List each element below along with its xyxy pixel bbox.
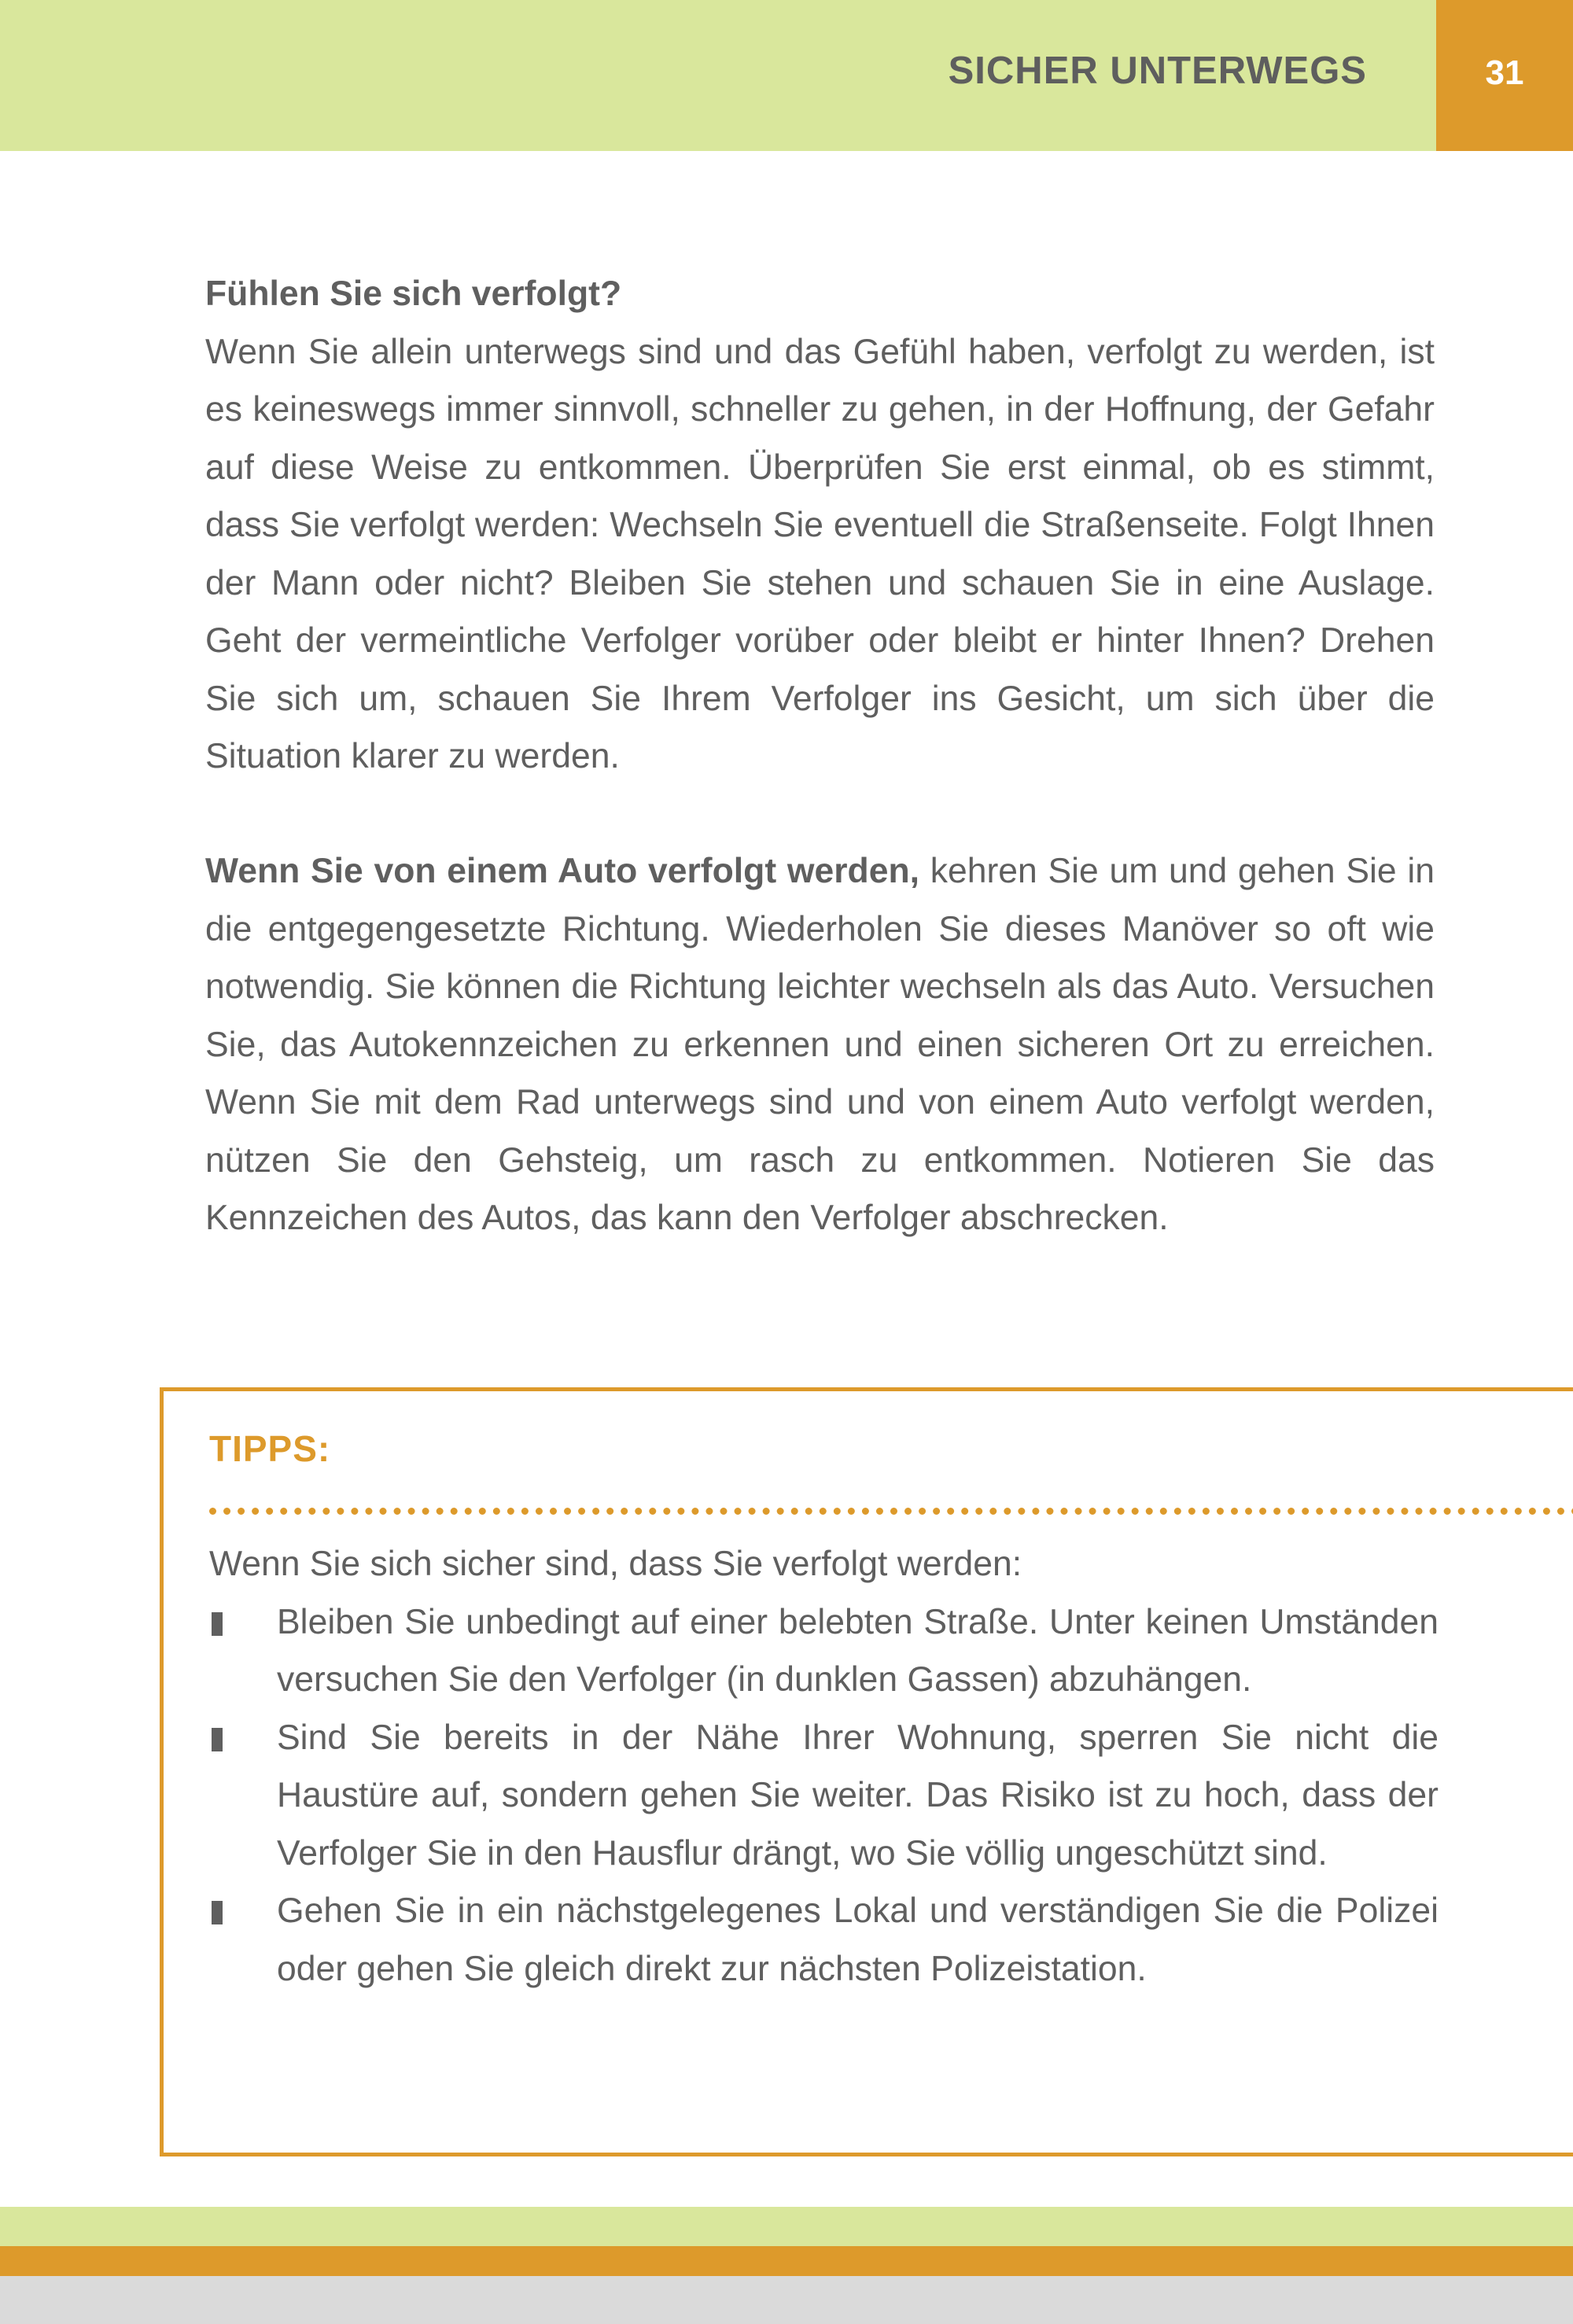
bullet-icon [212, 1728, 223, 1751]
tips-body [209, 1535, 1439, 1998]
list-item-text: Gehen Sie in ein nächstgelegenes Lokal und verständigen Sie die Polizei oder gehen Sie gleich direkt zur nächsten Polizeistation. [277, 1891, 1439, 1988]
tips-intro: Wenn Sie sich sicher sind, dass Sie verfolgt werden: [209, 1545, 1022, 1583]
section-2-lead: Wenn Sie von einem Auto verfolgt werden, [205, 852, 919, 890]
tips-list [209, 1593, 1439, 1998]
section-followed-by-car [205, 842, 1435, 1247]
list-item [209, 1882, 1439, 1998]
page-header [0, 0, 1573, 151]
section-title: SICHER UNTERWEGS [948, 50, 1367, 92]
bullet-icon [212, 1901, 223, 1924]
section-1-paragraph [205, 265, 1435, 786]
dotted-divider [209, 1508, 1573, 1515]
page-number-tab [1436, 0, 1573, 151]
section-1-body: Wenn Sie allein unterwegs sind und das Gefühl haben, verfolgt zu werden, ist es keineswegs immer sinnvoll, schneller zu gehen, in der Hoffnung, der Gefahr auf diese Weise zu entkommen. Überprüfen Sie erst einmal, ob es stimmt, dass Sie verfolgt werden: Wechseln Sie eventuell die Straßenseite. Folgt Ihnen der Mann oder nicht? Bleiben Sie stehen und schauen Sie in eine Auslage. Geht der vermeintliche Verfolger vorüber oder bleibt er hinter Ihnen? Drehen Sie sich um, schauen Sie Ihrem Verfolger ins Gesicht, um sich über die Situation klarer zu werden. [205, 332, 1435, 775]
list-item-text: Bleiben Sie unbedingt auf einer belebten Straße. Unter keinen Umständen versuchen Sie den Verfolger (in dunklen Gassen) abzuhängen. [277, 1602, 1439, 1699]
list-item-text: Sind Sie bereits in der Nähe Ihrer Wohnung, sperren Sie nicht die Haustüre auf, sondern gehen Sie weiter. Das Risiko ist zu hoch, dass der Verfolger Sie in den Hausflur drängt, wo Sie völlig ungeschützt sind. [277, 1718, 1439, 1873]
section-1-heading: Fühlen Sie sich verfolgt? [205, 274, 622, 313]
tips-box [160, 1387, 1573, 2156]
footer-band-green [0, 2207, 1573, 2246]
section-followed-on-foot [205, 265, 1435, 786]
section-2-body: kehren Sie um und gehen Sie in die entgegengesetzte Richtung. Wiederholen Sie dieses Manöver so oft wie notwendig. Sie können die Richtung leichter wechseln als das Auto. Versuchen Sie, das Autokennzeichen zu erkennen und einen sicheren Ort zu erreichen. Wenn Sie mit dem Rad unterwegs sind und von einem Auto verfolgt werden, nützen Sie den Gehsteig, um rasch zu entkommen. Notieren Sie das Kennzeichen des Autos, das kann den Verfolger abschrecken. [205, 852, 1435, 1237]
tips-title: TIPPS: [209, 1428, 331, 1469]
section-2-paragraph [205, 842, 1435, 1247]
page-number: 31 [1485, 53, 1524, 92]
list-item [209, 1709, 1439, 1883]
bullet-icon [212, 1612, 223, 1636]
list-item [209, 1593, 1439, 1709]
footer-band-orange [0, 2246, 1573, 2276]
footer-band-grey [0, 2276, 1573, 2324]
